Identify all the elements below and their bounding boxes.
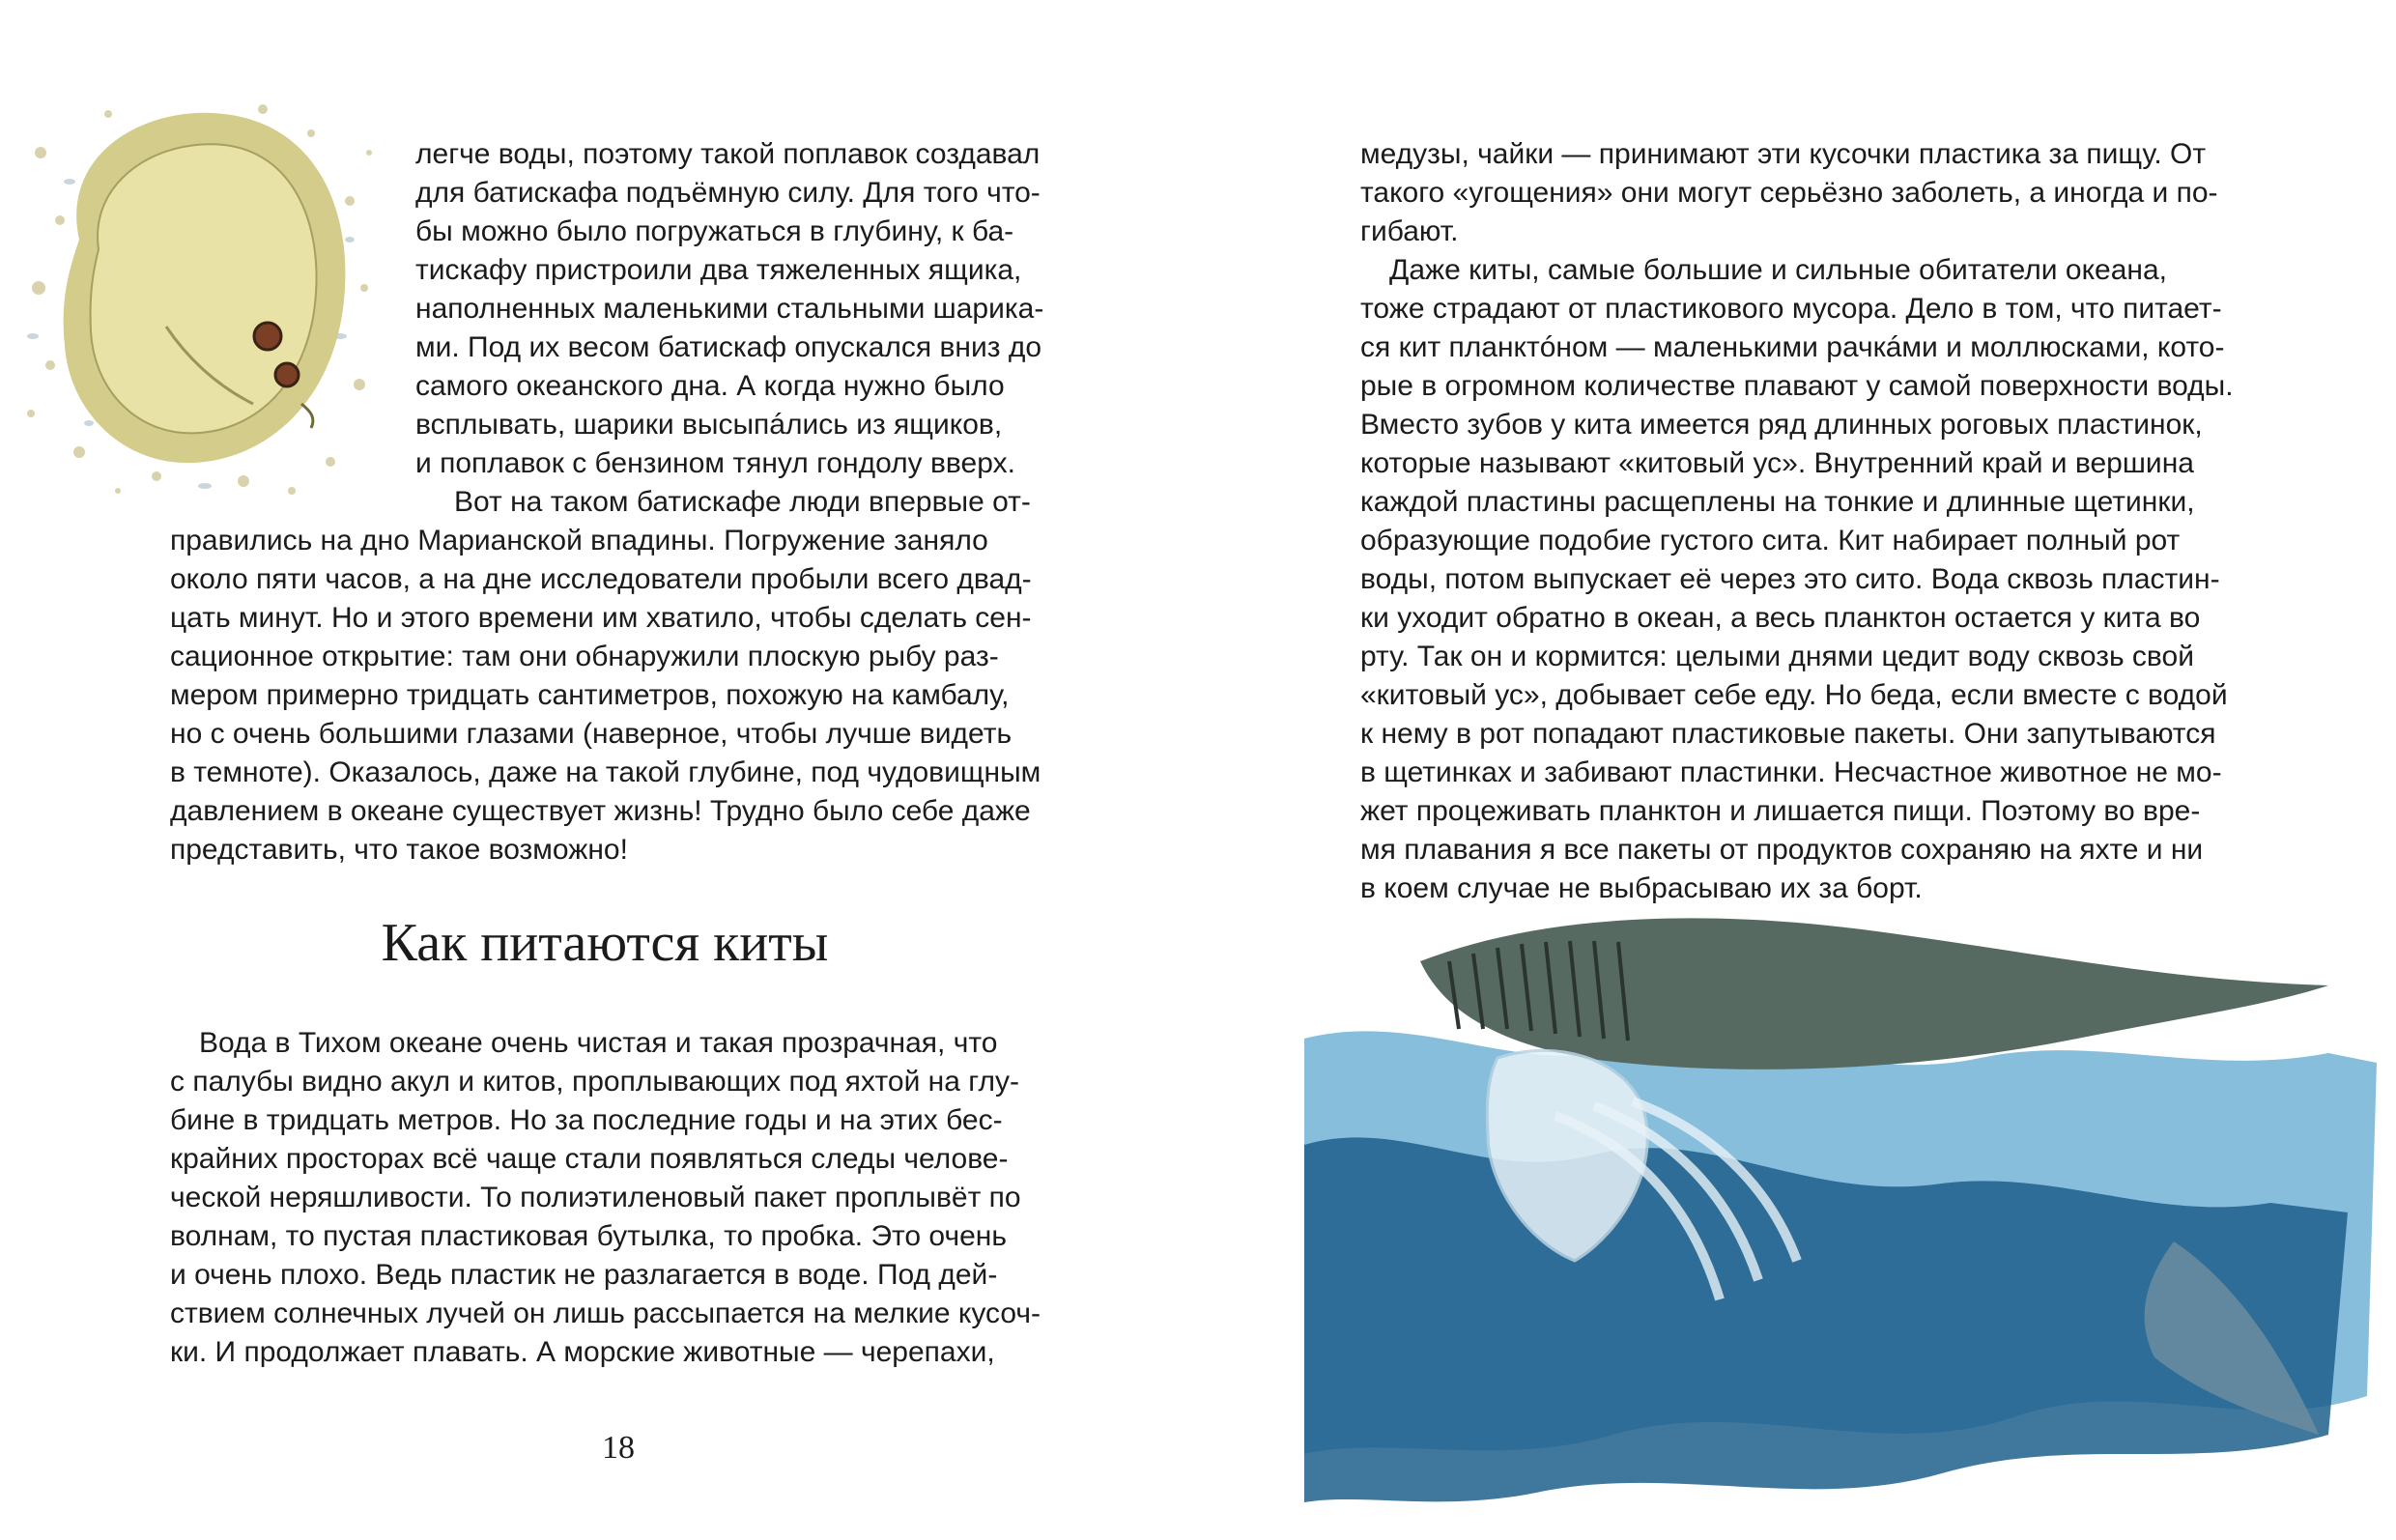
text-line: мя плавания я все пакеты от продуктов сохраняю на яхте и ни <box>1360 834 2204 866</box>
text-line: «китовый ус», добывает себе еду. Но беда, если вместе с водой <box>1360 679 2228 711</box>
text-line: давлением в океане существует жизнь! Трудно было себе даже <box>170 795 1031 827</box>
text-line: в щетинках и забивают пластинки. Несчастное животное не мо- <box>1360 756 2222 788</box>
text-line: ся кит планктóном — маленькими рачкáми и моллюсками, кото- <box>1360 331 2225 363</box>
text-line: в коем случае не выбрасываю их за борт. <box>1360 872 1923 904</box>
text-line: рые в огромном количестве плавают у самой поверхности воды. <box>1360 370 2234 402</box>
text-line: тискафу пристроили два тяжеленных ящика, <box>415 254 1022 286</box>
text-line: ки уходит обратно в океан, а весь планктон остается у кита во <box>1360 602 2201 634</box>
text-line: с палубы видно акул и китов, проплывающих под яхтой на глу- <box>170 1066 1020 1098</box>
text-line: бы можно было погружаться в глубину, к ба- <box>415 215 1014 247</box>
text-line: рту. Так он и кормится: целыми днями цедит воду сквозь свой <box>1360 641 2194 672</box>
text-line: такого «угощения» они могут серьёзно заболеть, а иногда и по- <box>1360 177 2218 209</box>
right-page <box>1198 0 2396 1540</box>
text-line: для батискафа подъёмную силу. Для того что- <box>415 177 1041 209</box>
text-line: образующие подобие густого сита. Кит набирает полный рот <box>1360 525 2181 556</box>
text-line: Вот на таком батискафе люди впервые от- <box>454 486 1031 518</box>
text-line: самого океанского дна. А когда нужно было <box>415 370 1005 402</box>
flounder-illustration <box>21 95 379 500</box>
text-line: и поплавок с бензином тянул гондолу вверх. <box>415 447 1015 479</box>
text-line: но с очень большими глазами (наверное, чтобы лучше видеть <box>170 718 1013 750</box>
text-line: сационное открытие: там они обнаружили плоскую рыбу раз- <box>170 641 999 672</box>
text-line: каждой пластины расщеплены на тонкие и длинные щетинки, <box>1360 486 2195 518</box>
text-line: ки. И продолжает плавать. А морские животные — черепахи, <box>170 1336 995 1368</box>
text-line: бине в тридцать метров. Но за последние годы и на этих бес- <box>170 1104 1003 1136</box>
section-heading: Как питаются киты <box>381 913 829 973</box>
text-line: наполненных маленькими стальными шарика- <box>415 293 1044 325</box>
text-line: ми. Под их весом батискаф опускался вниз до <box>415 331 1042 363</box>
text-line: цать минут. Но и этого времени им хватило, чтобы сделать сен- <box>170 602 1032 634</box>
flounder-eye-upper <box>254 323 281 350</box>
text-line: представить, что такое возможно! <box>170 834 628 866</box>
whale-illustration <box>1304 894 2386 1522</box>
text-line: крайних просторах всё чаще стали появляться следы челове- <box>170 1143 1009 1175</box>
whale-body <box>1420 918 2328 1069</box>
text-line: воды, потом выпускает её через это сито. Вода сквозь пластин- <box>1360 563 2220 595</box>
text-line: к нему в рот попадают пластиковые пакеты. Они запутываются <box>1360 718 2216 750</box>
text-line: легче воды, поэтому такой поплавок создавал <box>415 138 1041 170</box>
text-line: всплывать, шарики высыпáлись из ящиков, <box>415 409 1003 441</box>
flounder-eye-lower <box>275 363 299 386</box>
text-line: ствием солнечных лучей он лишь рассыпается на мелкие кусоч- <box>170 1298 1041 1329</box>
text-line: Вместо зубов у кита имеется ряд длинных роговых пластинок, <box>1360 409 2203 441</box>
text-line: тоже страдают от пластикового мусора. Дело в том, что питает- <box>1360 293 2222 325</box>
text-line: мером примерно тридцать сантиметров, похожую на камбалу, <box>170 679 1010 711</box>
text-line: в темноте). Оказалось, даже на такой глубине, под чудовищным <box>170 756 1041 788</box>
text-line: Даже киты, самые большие и сильные обитатели океана, <box>1389 254 2168 286</box>
flounder-mouth <box>301 404 313 428</box>
text-line: которые называют «китовый ус». Внутренний край и вершина <box>1360 447 2194 479</box>
text-line: медузы, чайки — принимают эти кусочки пластика за пищу. От <box>1360 138 2207 170</box>
text-line: гибают. <box>1360 215 1459 247</box>
page-number: 18 <box>602 1430 635 1466</box>
text-line: жет процеживать планктон и лишается пищи. Поэтому во вре- <box>1360 795 2201 827</box>
flounder-body <box>91 144 317 433</box>
text-line: ческой неряшливости. То полиэтиленовый пакет проплывёт по <box>170 1182 1021 1213</box>
text-line: правились на дно Марианской впадины. Погружение заняло <box>170 525 988 556</box>
text-line: и очень плохо. Ведь пластик не разлагается в воде. Под дей- <box>170 1259 998 1291</box>
text-line: Вода в Тихом океане очень чистая и такая прозрачная, что <box>199 1027 998 1059</box>
text-line: около пяти часов, а на дне исследователи пробыли всего двад- <box>170 563 1032 595</box>
text-line: волнам, то пустая пластиковая бутылка, то пробка. Это очень <box>170 1220 1007 1252</box>
